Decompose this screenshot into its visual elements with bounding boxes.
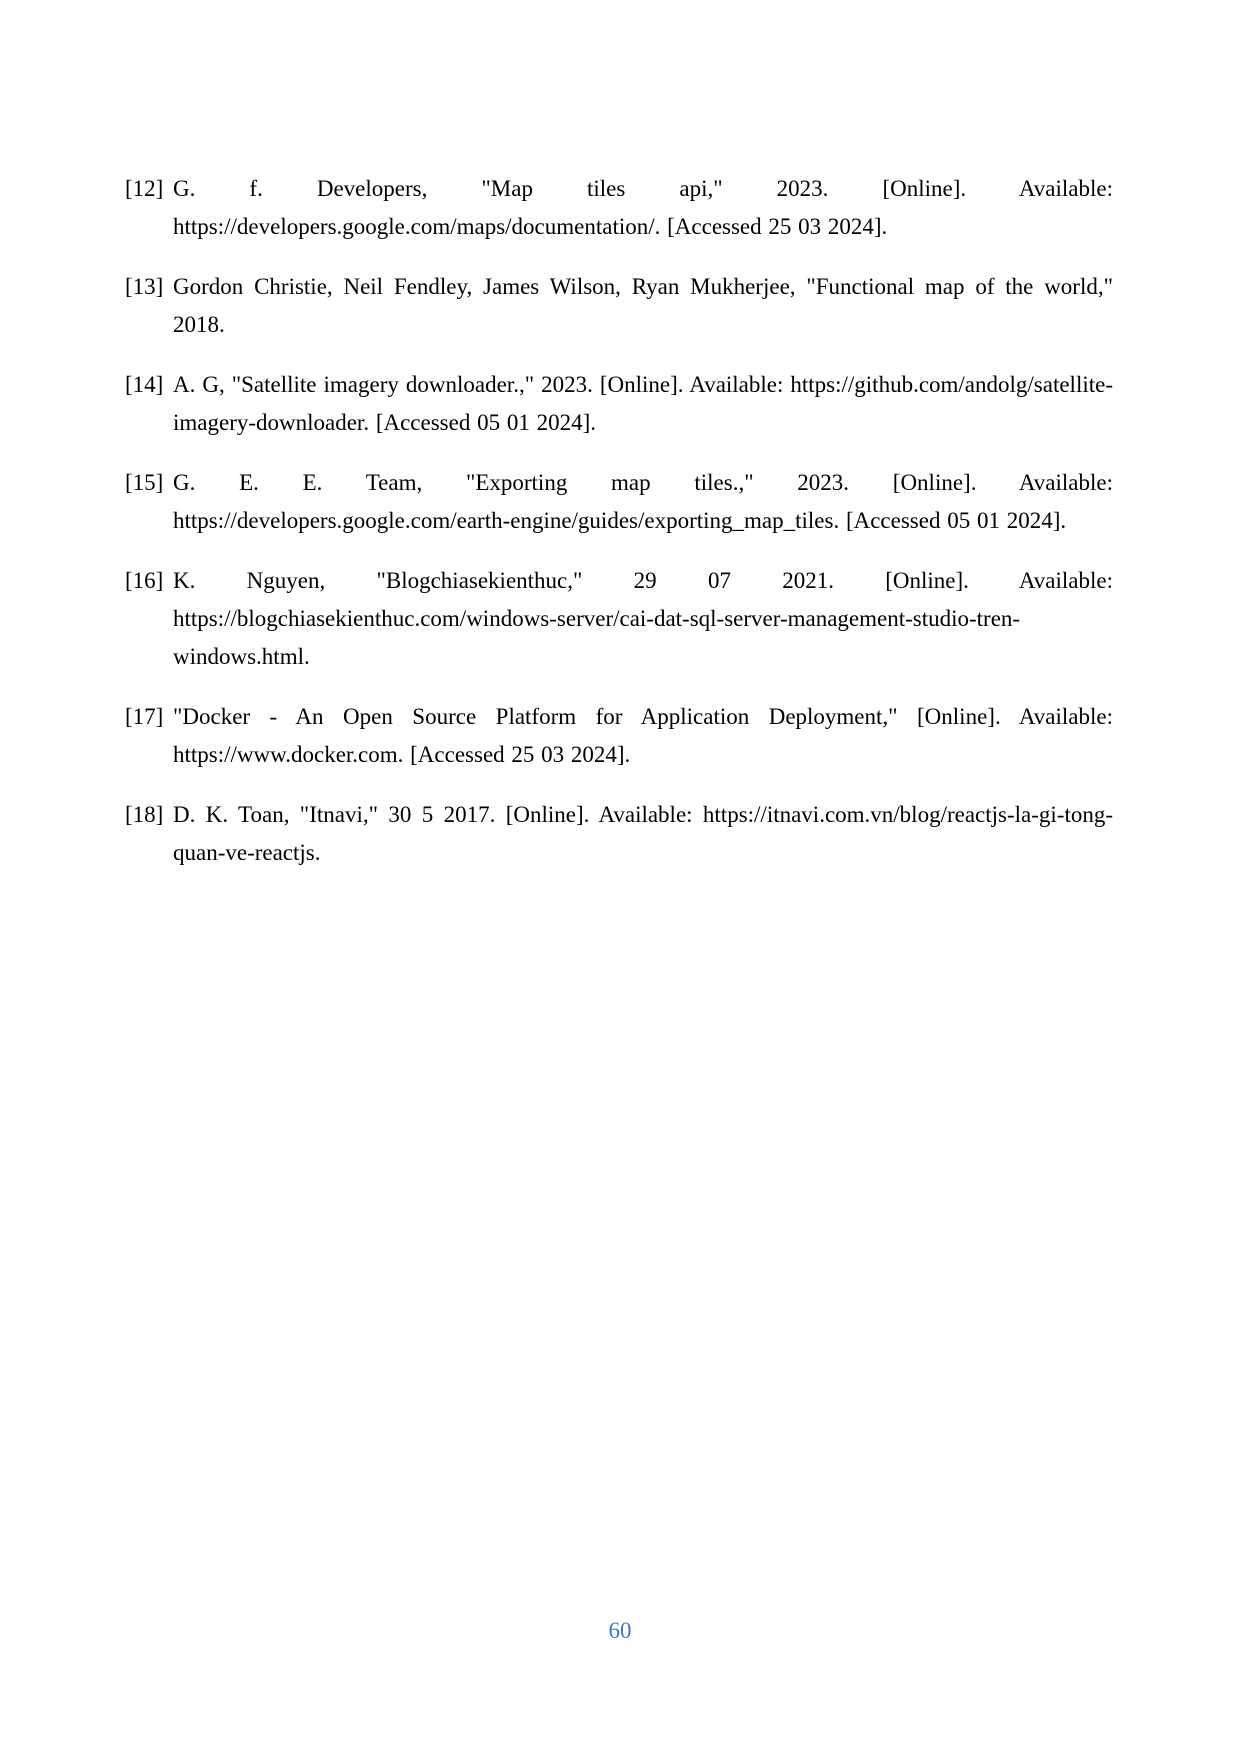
reference-item — [125, 464, 1113, 540]
reference-number: [17] — [125, 704, 164, 729]
reference-text: Gordon Christie, Neil Fendley, James Wilson, Ryan Mukherjee, "Functional map of the world," 2018. — [173, 274, 1113, 337]
reference-text: K. Nguyen, "Blogchiasekienthuc," 29 07 2021. [Online]. Available: https://blogchiasekienthuc.com/windows-server/cai-dat-sql-server-management-studio-tren-windows.html. — [173, 568, 1113, 669]
reference-number: [12] — [125, 176, 164, 201]
reference-item — [125, 170, 1113, 246]
reference-text: G. E. E. Team, "Exporting map tiles.," 2023. [Online]. Available: https://developers.google.com/earth-engine/guides/exporting_map_tiles. [Accessed 05 01 2024]. — [173, 470, 1113, 533]
reference-item — [125, 366, 1113, 442]
reference-text: G. f. Developers, "Map tiles api," 2023. [Online]. Available: https://developers.google.com/maps/documentation/. [Accessed 25 03 2024]. — [173, 176, 1113, 239]
reference-item — [125, 698, 1113, 774]
reference-text: "Docker - An Open Source Platform for Application Deployment," [Online]. Available: https://www.docker.com. [Accessed 25 03 2024]. — [173, 704, 1113, 767]
reference-text: A. G, "Satellite imagery downloader.," 2023. [Online]. Available: https://github.com/andolg/satellite-imagery-downloader. [Accessed 05 01 2024]. — [173, 372, 1113, 435]
references-list — [125, 170, 1113, 872]
reference-item — [125, 796, 1113, 872]
reference-number: [14] — [125, 372, 164, 397]
reference-number: [18] — [125, 802, 164, 827]
page-number: 60 — [608, 1618, 632, 1643]
reference-text: D. K. Toan, "Itnavi," 30 5 2017. [Online]. Available: https://itnavi.com.vn/blog/reactjs-la-gi-tong-quan-ve-reactjs. — [173, 802, 1113, 865]
reference-number: [13] — [125, 274, 164, 299]
reference-number: [15] — [125, 470, 164, 495]
reference-number: [16] — [125, 568, 164, 593]
reference-item — [125, 268, 1113, 344]
reference-item — [125, 562, 1113, 676]
